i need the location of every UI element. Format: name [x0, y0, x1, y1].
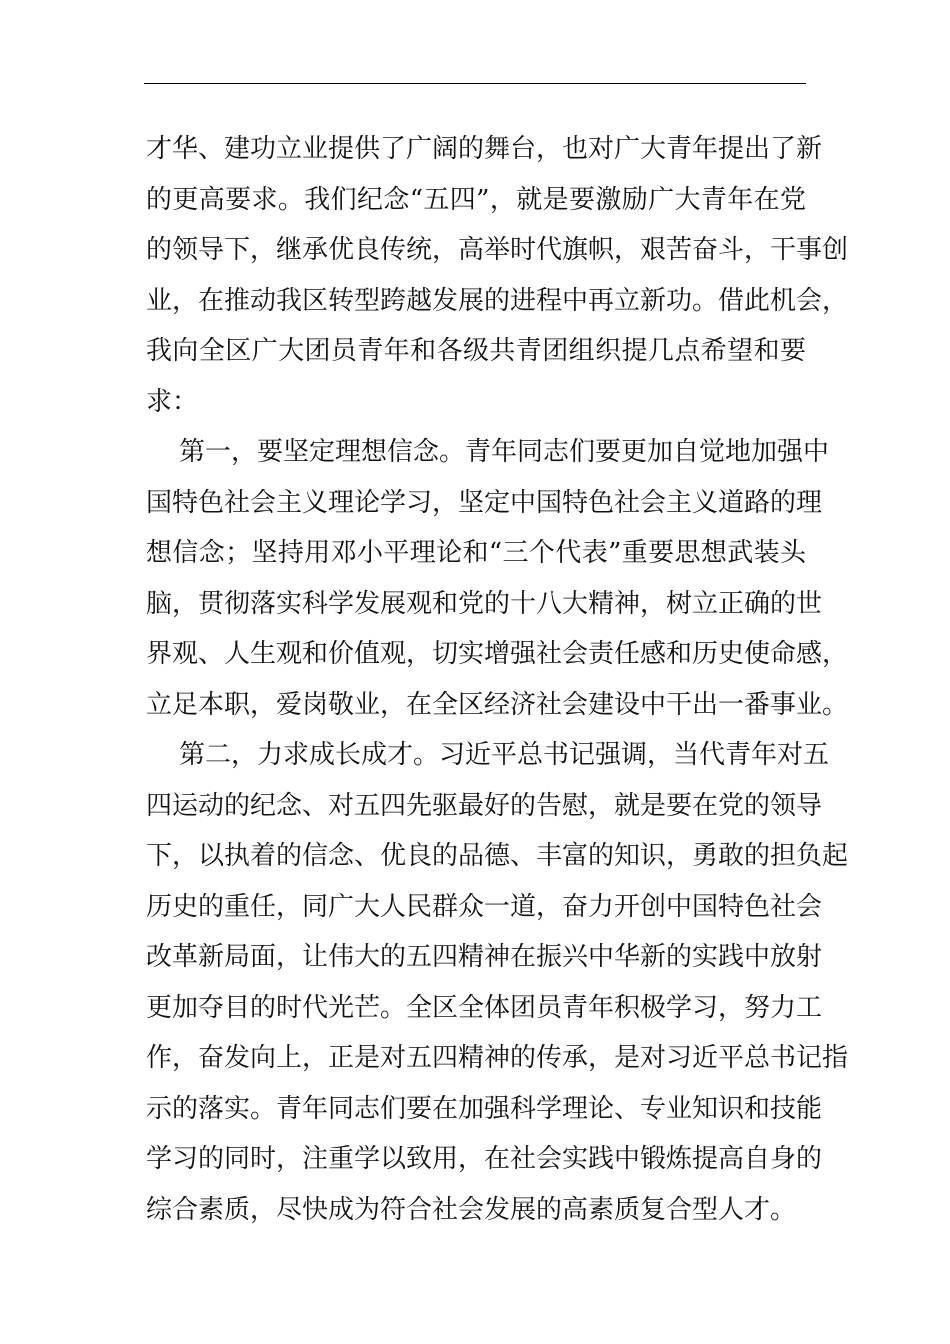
text-line: 历史的重任，同广大人民群众一道，奋力开创中国特色社会 — [146, 891, 823, 922]
text-line: 学习的同时，注重学以致用，在社会实践中锻炼提高自身的 — [146, 1144, 823, 1174]
text-line: 综合素质，尽快成为符合社会发展的高素质复合型人才。 — [146, 1194, 797, 1225]
text-line: 国特色社会主义理论学习，坚定中国特色社会主义道路的理 — [146, 487, 823, 518]
document-body — [146, 124, 849, 1235]
text-line: 更加夺目的时代光芒。全区全体团员青年积极学习，努力工 — [146, 992, 823, 1023]
text-line: 下，以执着的信念、优良的品德、丰富的知识，勇敢的担负起 — [146, 841, 849, 871]
text-line: 第一，要坚定理想信念。青年同志们要更加自觉地加强中 — [179, 437, 830, 467]
text-line: 示的落实。青年同志们要在加强科学理论、专业知识和技能 — [146, 1093, 823, 1124]
text-line: 求： — [146, 386, 199, 417]
text-line: 四运动的纪念、对五四先驱最好的告慰，就是要在党的领导 — [146, 790, 823, 821]
text-line: 作，奋发向上，正是对五四精神的传承，是对习近平总书记指 — [146, 1043, 849, 1073]
text-line: 界观、人生观和价值观，切实增强社会责任感和历史使命感， — [146, 639, 849, 669]
text-line: 立足本职，爱岗敬业，在全区经济社会建设中干出一番事业。 — [146, 689, 849, 720]
text-line: 脑，贯彻落实科学发展观和党的十八大精神，树立正确的世 — [146, 588, 823, 619]
text-line: 第二，力求成长成才。习近平总书记强调，当代青年对五 — [179, 740, 830, 770]
text-line: 想信念；坚持用邓小平理论和“三个代表”重要思想武装头 — [146, 538, 806, 568]
text-line: 我向全区广大团员青年和各级共青团组织提几点希望和要 — [146, 336, 806, 366]
text-line: 的领导下，继承优良传统，高举时代旗帜，艰苦奋斗，干事创 — [146, 235, 849, 265]
text-line: 的更高要求。我们纪念“五四”，就是要激励广大青年在党 — [146, 184, 806, 215]
text-line: 业，在推动我区转型跨越发展的进程中再立新功。借此机会， — [146, 285, 849, 316]
text-line: 改革新局面，让伟大的五四精神在振兴中华新的实践中放射 — [146, 942, 823, 972]
header-rule — [144, 83, 806, 84]
text-line: 才华、建功立业提供了广阔的舞台，也对广大青年提出了新 — [146, 134, 823, 164]
